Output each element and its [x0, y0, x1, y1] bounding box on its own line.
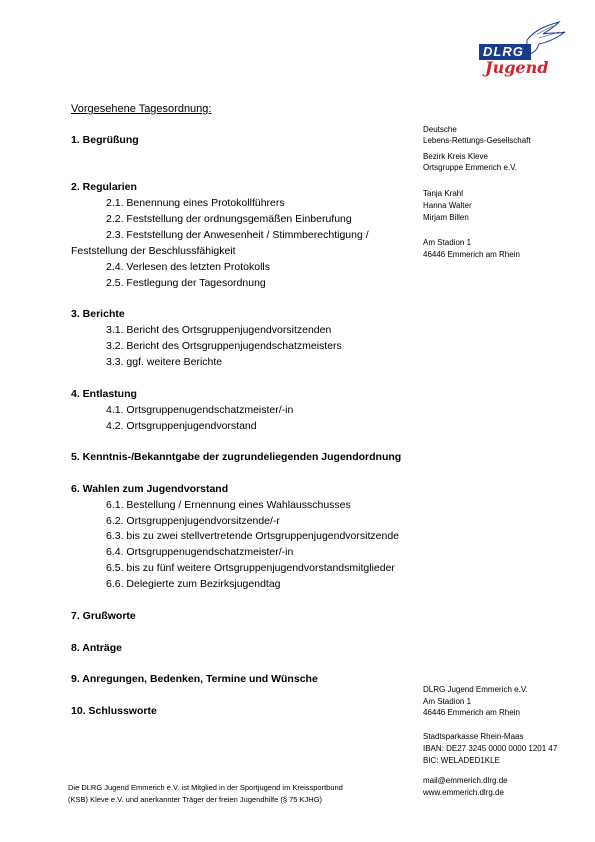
agenda-subitem: 4.2. Ortsgruppenjugendvorstand	[106, 420, 257, 432]
agenda-subitem: 6.2. Ortsgruppenjugendvorsitzende/-r	[106, 515, 280, 527]
agenda-subitem: 2.4. Verlesen des letzten Protokolls	[106, 261, 271, 273]
sidebar-org-line: Deutsche	[423, 125, 457, 134]
sidebar-org-line: Ortsgruppe Emmerich e.V.	[423, 163, 517, 172]
sidebar-bic: BIC: WELADED1KLE	[423, 756, 500, 765]
logo-text: DLRG	[483, 44, 524, 59]
sidebar-person: Tanja Krahl	[423, 189, 464, 198]
agenda-subitem: 6.3. bis zu zwei stellvertretende Ortsgruppenjugendvorsitzende	[106, 530, 399, 542]
agenda-subitem-continuation: Feststellung der Beschlussfähigkeit	[71, 245, 236, 257]
agenda-item-9: 9. Anregungen, Bedenken, Termine und Wünsche	[71, 673, 318, 685]
agenda-subitem: 2.2. Feststellung der ordnungsgemäßen Einberufung	[106, 213, 352, 225]
agenda-item-8: 8. Anträge	[71, 642, 122, 654]
sidebar-person: Mirjam Billen	[423, 213, 469, 222]
agenda-subitem: 2.1. Benennung eines Protokollführers	[106, 197, 285, 209]
agenda-subitem: 2.5. Festlegung der Tagesordnung	[106, 277, 266, 289]
dlrg-jugend-logo	[479, 20, 567, 82]
sidebar-bank-line: DLRG Jugend Emmerich e.V.	[423, 685, 528, 694]
agenda-subitem: 2.3. Feststellung der Anwesenheit / Stimmberechtigung /	[106, 229, 369, 241]
agenda-item-10: 10. Schlussworte	[71, 705, 157, 717]
sidebar-web-link[interactable]: www.emmerich.dlrg.de	[423, 788, 504, 797]
sidebar-bank-line: 46446 Emmerich am Rhein	[423, 708, 520, 717]
agenda-item-3: 3. Berichte	[71, 308, 125, 320]
agenda-item-6: 6. Wahlen zum Jugendvorstand	[71, 483, 229, 495]
sidebar-address: Am Stadion 1	[423, 238, 472, 247]
sidebar-person: Hanna Walter	[423, 201, 472, 210]
agenda-subitem: 3.2. Bericht des Ortsgruppenjugendschatzmeisters	[106, 340, 342, 352]
agenda-subitem: 6.5. bis zu fünf weitere Ortsgruppenjugendvorstandsmitglieder	[106, 562, 395, 574]
agenda-item-7: 7. Grußworte	[71, 610, 136, 622]
sidebar-bank-line: Stadtsparkasse Rhein-Maas	[423, 732, 524, 741]
agenda-subitem: 6.1. Bestellung / Ernennung eines Wahlausschusses	[106, 499, 351, 511]
sidebar-bank-line: Am Stadion 1	[423, 697, 472, 706]
sidebar-org-line: Bezirk Kreis Kleve	[423, 152, 488, 161]
sidebar-address: 46446 Emmerich am Rhein	[423, 250, 520, 259]
sidebar-email-link[interactable]: mail@emmerich.dlrg.de	[423, 776, 508, 785]
sidebar-iban: IBAN: DE27 3245 0000 0000 1201 47	[423, 744, 558, 753]
footer-line: Die DLRG Jugend Emmerich e.V. ist Mitglied in der Sportjugend im Kreissportbund	[68, 783, 343, 792]
agenda-subitem: 4.1. Ortsgruppenugendschatzmeister/-in	[106, 404, 294, 416]
agenda-item-2: 2. Regularien	[71, 181, 137, 193]
agenda-subitem: 6.6. Delegierte zum Bezirksjugendtag	[106, 578, 281, 590]
agenda-item-4: 4. Entlastung	[71, 388, 137, 400]
logo-script: Jugend	[485, 58, 549, 77]
agenda-subitem: 3.3. ggf. weitere Berichte	[106, 356, 223, 368]
agenda-subitem: 3.1. Bericht des Ortsgruppenjugendvorsitzenden	[106, 324, 332, 336]
agenda-item-5: 5. Kenntnis-/Bekanntgabe der zugrundeliegenden Jugendordnung	[71, 451, 402, 463]
agenda-item-1: 1. Begrüßung	[71, 134, 139, 146]
sidebar-org-line: Lebens-Rettungs-Gesellschaft	[423, 136, 531, 145]
footer-line: (KSB) Kleve e.V. und anerkannter Träger der freien Jugendhilfe (§ 75 KJHG)	[68, 795, 323, 804]
agenda-subitem: 6.4. Ortsgruppenugendschatzmeister/-in	[106, 546, 294, 558]
page-title: Vorgesehene Tagesordnung:	[71, 103, 212, 115]
